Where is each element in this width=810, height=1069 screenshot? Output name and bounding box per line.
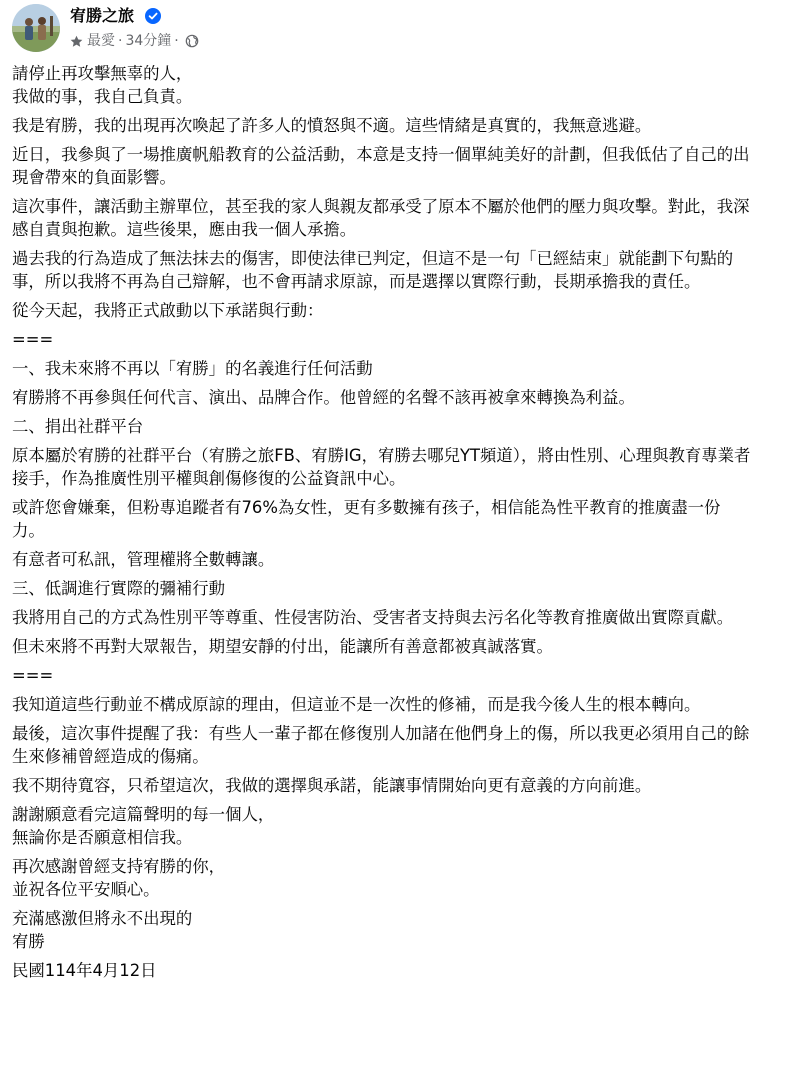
post-text-line: 並祝各位平安順心。 <box>12 880 160 899</box>
post-paragraph <box>12 299 800 322</box>
post-text-line: 三、低調進行實際的彌補行動 <box>12 579 226 598</box>
post-text-line: 接手，作為推廣性別平權與創傷修復的公益資訊中心。 <box>12 469 406 488</box>
post-paragraph <box>12 386 800 409</box>
post-text-line: === <box>12 330 54 349</box>
post-text-line: 我是宥勝，我的出現再次喚起了許多人的憤怒與不適。這些情緒是真實的，我無意逃避。 <box>12 116 652 135</box>
post-text-line: 我不期待寬容，只希望這次，我做的選擇與承諾，能讓事情開始向更有意義的方向前進。 <box>12 776 652 795</box>
post-paragraph <box>12 496 800 542</box>
post-paragraph <box>12 357 800 380</box>
post-paragraph <box>12 114 800 137</box>
post-time[interactable]: 34分鐘 <box>125 33 172 49</box>
post-paragraph <box>12 195 800 241</box>
avatar-photo <box>12 4 60 52</box>
post-paragraph <box>12 959 800 982</box>
post-text-line: 原本屬於宥勝的社群平台（宥勝之旅FB、宥勝IG，宥勝去哪兒YT頻道），將由性別、心理與教育專業者 <box>12 446 751 465</box>
post-paragraph <box>12 328 800 351</box>
post-paragraph <box>12 247 800 293</box>
meta-separator: · <box>118 33 123 49</box>
post-text-line: 或許您會嫌棄，但粉專追蹤者有76%為女性，更有多數擁有孩子，相信能為性平教育的推廣盡一份 <box>12 498 721 517</box>
post-text-line: 過去我的行為造成了無法抹去的傷害，即使法律已判定，但這不是一句「已經結束」就能劃下句點的 <box>12 249 734 268</box>
meta-separator: · <box>174 33 179 49</box>
post-paragraph <box>12 635 800 658</box>
post-paragraph <box>12 577 800 600</box>
post-paragraph <box>12 548 800 571</box>
post-paragraph <box>12 907 800 953</box>
post-paragraph <box>12 664 800 687</box>
post-text-line: 最後，這次事件提醒了我：有些人一輩子都在修復別人加諸在他們身上的傷，所以我更必須用自己的餘 <box>12 724 750 743</box>
post-text-line: 二、捐出社群平台 <box>12 417 144 436</box>
post-paragraph <box>12 803 800 849</box>
post-text-line: 近日，我參與了一場推廣帆船教育的公益活動，本意是支持一個單純美好的計劃，但我低估了自己的出 <box>12 145 750 164</box>
post-text-line: 有意者可私訊，管理權將全數轉讓。 <box>12 550 275 569</box>
post-paragraph <box>12 143 800 189</box>
post-text-line: 現會帶來的負面影響。 <box>12 168 176 187</box>
post-paragraph <box>12 606 800 629</box>
post-text-line: 感自責與抱歉。這些後果，應由我一個人承擔。 <box>12 220 357 239</box>
post-meta <box>70 32 199 50</box>
favorite-label[interactable]: 最愛 <box>87 33 115 49</box>
post-text-line: === <box>12 666 54 685</box>
post-text-line: 生來修補曾經造成的傷痛。 <box>12 747 209 766</box>
post-paragraph <box>12 62 800 108</box>
post-body <box>12 62 800 982</box>
post-header <box>12 4 802 56</box>
post-paragraph <box>12 693 800 716</box>
post-text-line: 民國114年4月12日 <box>12 961 157 980</box>
post-text-line: 無論你是否願意相信我。 <box>12 828 193 847</box>
verified-badge-icon <box>145 8 161 24</box>
post-paragraph <box>12 444 800 490</box>
post-paragraph <box>12 415 800 438</box>
post-text-line: 力。 <box>12 521 45 540</box>
post-text-line: 宥勝將不再參與任何代言、演出、品牌合作。他曾經的名聲不該再被拿來轉換為利益。 <box>12 388 635 407</box>
star-icon <box>70 35 83 48</box>
author-name[interactable]: 宥勝之旅 <box>70 6 135 25</box>
profile-avatar[interactable] <box>12 4 60 52</box>
post-text-line: 我做的事，我自己負責。 <box>12 87 193 106</box>
post-text-line: 這次事件，讓活動主辦單位，甚至我的家人與親友都承受了原本不屬於他們的壓力與攻擊。對此，我深 <box>12 197 750 216</box>
post-text-line: 但未來將不再對大眾報告，期望安靜的付出，能讓所有善意都被真誠落實。 <box>12 637 553 656</box>
post-paragraph <box>12 855 800 901</box>
post-text-line: 宥勝 <box>12 932 45 951</box>
post-paragraph <box>12 774 800 797</box>
post-text-line: 謝謝願意看完這篇聲明的每一個人， <box>12 805 275 824</box>
post-text-line: 事，所以我將不再為自己辯解，也不會再請求原諒，而是選擇以實際行動，長期承擔我的責任。 <box>12 272 701 291</box>
post-text-line: 我將用自己的方式為性別平等尊重、性侵害防治、受害者支持與去污名化等教育推廣做出實際貢獻。 <box>12 608 734 627</box>
post-text-line: 一、我未來將不再以「宥勝」的名義進行任何活動 <box>12 359 373 378</box>
post-text-line: 再次感謝曾經支持宥勝的你， <box>12 857 226 876</box>
post-text-line: 充滿感激但將永不出現的 <box>12 909 193 928</box>
post-text-line: 從今天起，我將正式啟動以下承諾與行動： <box>12 301 324 320</box>
post-text-line: 請停止再攻擊無辜的人， <box>12 64 193 83</box>
post-paragraph <box>12 722 800 768</box>
globe-icon[interactable] <box>185 34 199 48</box>
post-text-line: 我知道這些行動並不構成原諒的理由，但這並不是一次性的修補，而是我今後人生的根本轉向。 <box>12 695 701 714</box>
